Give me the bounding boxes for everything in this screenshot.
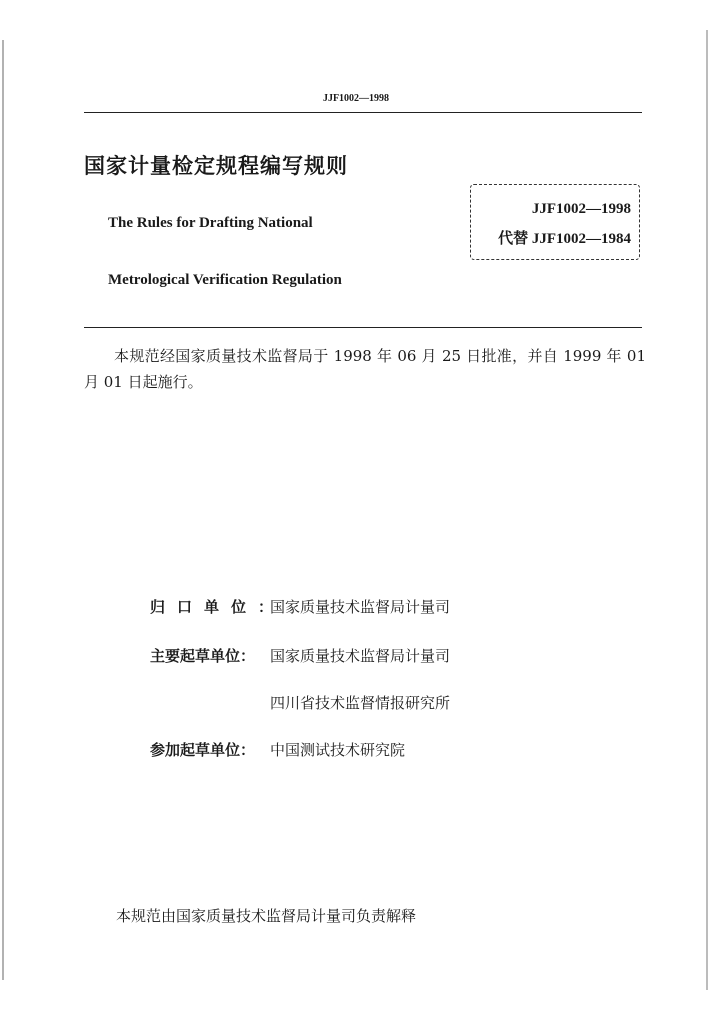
english-title-line-2: Metrological Verification Regulation — [108, 272, 342, 288]
header-rule — [84, 112, 642, 113]
title-section-rule — [84, 327, 642, 328]
right-scan-edge — [706, 30, 708, 990]
responsible-unit-label: 归口单位： — [150, 598, 286, 616]
standard-code-box — [470, 184, 640, 260]
main-drafting-unit-value-2: 四川省技术监督情报研究所 — [270, 694, 451, 712]
main-drafting-unit-row-2 — [0, 692, 712, 716]
responsible-unit-row — [0, 596, 712, 620]
english-title-line-1: The Rules for Drafting National — [108, 215, 313, 231]
responsible-unit-value: 国家质量技术监督局计量司 — [270, 598, 451, 616]
main-drafting-unit-row — [0, 645, 712, 669]
replaced-standard-code: 代替 JJF1002—1984 — [498, 231, 631, 247]
main-drafting-unit-value-1: 国家质量技术监督局计量司 — [270, 647, 451, 665]
standard-code: JJF1002—1998 — [531, 201, 631, 217]
interpretation-note: 本规范由国家质量技术监督局计量司负责解释 — [116, 907, 417, 925]
participating-unit-row — [0, 739, 712, 763]
page-title: 国家计量检定规程编写规则 — [84, 154, 348, 178]
left-scan-edge — [2, 40, 4, 980]
main-drafting-unit-label: 主要起草单位： — [150, 647, 256, 665]
participating-unit-label: 参加起草单位： — [150, 741, 256, 759]
approval-paragraph: 本规范经国家质量技术监督局于 1998 年 06 月 25 日批准，并自 1999 年 01 月 01 日起施行。 — [84, 347, 646, 391]
header-code: JJF1002—1998 — [322, 93, 390, 104]
participating-unit-value: 中国测试技术研究院 — [270, 741, 406, 759]
